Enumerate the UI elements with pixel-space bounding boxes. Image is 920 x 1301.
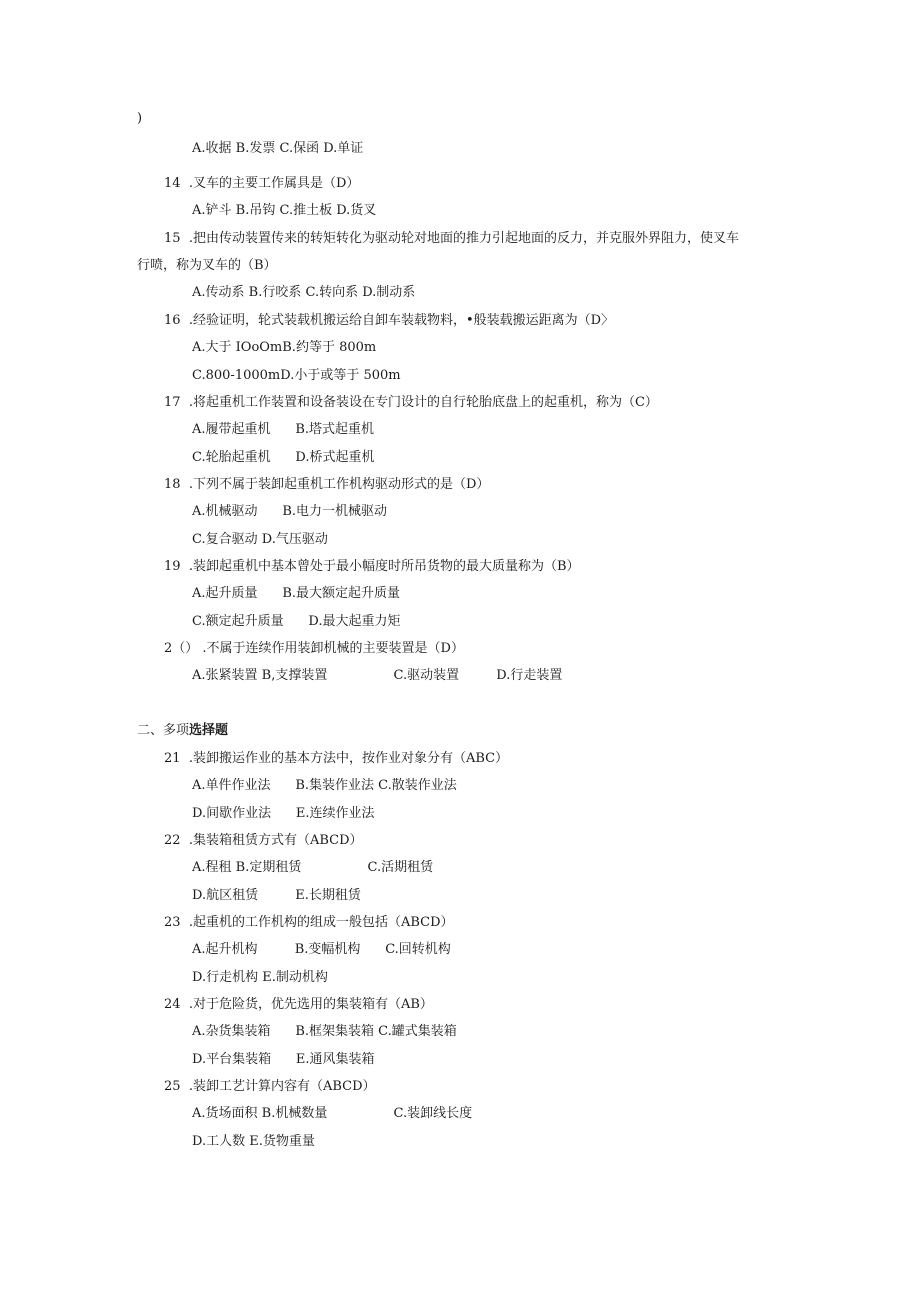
question-16 bbox=[164, 313, 614, 329]
question-number: 19 bbox=[164, 559, 181, 574]
question-text: .将起重机工作装置和设备装设在专门设计的自行轮胎底盘上的起重机，称为（C） bbox=[188, 395, 658, 410]
question-14 bbox=[164, 176, 359, 192]
question-number: 22 bbox=[164, 833, 181, 848]
q19-options-line-1: A.起升质量 B.最大额定起升质量 bbox=[192, 586, 401, 601]
q15-options-line-1: A.传动系 B.行咬系 C.转向系 D.制动系 bbox=[192, 285, 416, 300]
question-number: 24 bbox=[164, 997, 181, 1012]
q16-options-line-2: C.800-1000mD.小于或等于 500m bbox=[192, 368, 401, 383]
question-22 bbox=[164, 833, 363, 849]
q24-options-line-2: D.平台集装箱 E.通风集装箱 bbox=[192, 1052, 375, 1067]
q22-options-line-1: A.程租 B.定期租赁 C.活期租赁 bbox=[192, 860, 434, 875]
question-number: 25 bbox=[164, 1079, 181, 1094]
q21-options-line-2: D.间歇作业法 E.连续作业法 bbox=[192, 806, 375, 821]
question-24 bbox=[164, 997, 433, 1013]
question-23 bbox=[164, 915, 454, 931]
q25-options-line-1: A.货场面积 B.机械数量 C.装卸线长度 bbox=[192, 1106, 473, 1121]
q17-options-line-1: A.履带起重机 B.塔式起重机 bbox=[192, 422, 375, 437]
question-text: .起重机的工作机构的组成一般包括（ABCD） bbox=[188, 915, 454, 930]
q15-text-continuation: 行喷，称为叉车的（B） bbox=[137, 258, 277, 273]
question-number: 14 bbox=[164, 176, 181, 191]
q21-options-line-1: A.单件作业法 B.集装作业法 C.散装作业法 bbox=[192, 778, 457, 793]
question-20 bbox=[164, 641, 464, 657]
question-15 bbox=[164, 231, 739, 247]
question-number: 15 bbox=[164, 231, 181, 246]
question-text: .对于危险货，优先选用的集装箱有（AB） bbox=[188, 997, 433, 1012]
q13-options: A.收据 B.发票 C.保函 D.单证 bbox=[192, 141, 364, 156]
question-19 bbox=[164, 559, 580, 575]
question-number: 21 bbox=[164, 751, 181, 766]
question-text: .经验证明，轮式装载机搬运给自卸车装载物料，•般装载搬运距离为（D〉 bbox=[188, 313, 615, 328]
question-17 bbox=[164, 395, 658, 411]
question-text: .叉车的主要工作属具是（D） bbox=[188, 176, 360, 191]
question-18 bbox=[164, 477, 489, 493]
question-text: .装卸工艺计算内容有（ABCD） bbox=[188, 1079, 376, 1094]
q22-options-line-2: D.航区租赁 E.长期租赁 bbox=[192, 888, 361, 903]
question-text: .集装箱租赁方式有（ABCD） bbox=[188, 833, 363, 848]
question-number: 17 bbox=[164, 395, 181, 410]
q23-options-line-1: A.起升机构 B.变幅机构 C.回转机构 bbox=[192, 942, 451, 957]
continuation-paren: ) bbox=[137, 111, 143, 126]
q24-options-line-1: A.杂货集装箱 B.框架集装箱 C.罐式集装箱 bbox=[192, 1024, 457, 1039]
question-text: .装卸搬运作业的基本方法中，按作业对象分有（ABC） bbox=[188, 751, 509, 766]
question-number: 2（） bbox=[164, 641, 199, 656]
q20-options-line-1: A.张紧装置 B,支撑装置 C.驱动装置 D.行走装置 bbox=[192, 668, 563, 683]
question-text: .装卸起重机中基本曾处于最小幅度时所吊货物的最大质量称为（B） bbox=[188, 559, 580, 574]
question-25 bbox=[164, 1079, 376, 1095]
question-21 bbox=[164, 751, 508, 767]
question-number: 23 bbox=[164, 915, 181, 930]
q25-options-line-2: D.工人数 E.货物重量 bbox=[192, 1134, 315, 1149]
q19-options-line-2: C.额定起升质量 D.最大起重力矩 bbox=[192, 614, 401, 629]
q23-options-line-2: D.行走机构 E.制动机构 bbox=[192, 970, 328, 985]
q16-options-line-1: A.大于 IOoOmB.约等于 800m bbox=[192, 340, 377, 355]
question-number: 16 bbox=[164, 313, 181, 328]
question-text: .不属于连续作用装卸机械的主要装置是（D） bbox=[202, 641, 464, 656]
section-heading: 二、多项选择题 bbox=[137, 723, 229, 738]
question-number: 18 bbox=[164, 477, 181, 492]
q14-options-line-1: A.铲斗 B.吊钩 C.推土板 D.货叉 bbox=[192, 203, 377, 218]
question-text: .把由传动装置传来的转矩转化为驱动轮对地面的推力引起地面的反力，并克服外界阻力，使叉车 bbox=[188, 231, 739, 246]
q17-options-line-2: C.轮胎起重机 D.桥式起重机 bbox=[192, 450, 375, 465]
q18-options-line-2: C.复合驱动 D.气压驱动 bbox=[192, 532, 328, 547]
question-text: .下列不属于装卸起重机工作机构驱动形式的是（D） bbox=[188, 477, 490, 492]
q18-options-line-1: A.机械驱动 B.电力一机械驱动 bbox=[192, 504, 388, 519]
